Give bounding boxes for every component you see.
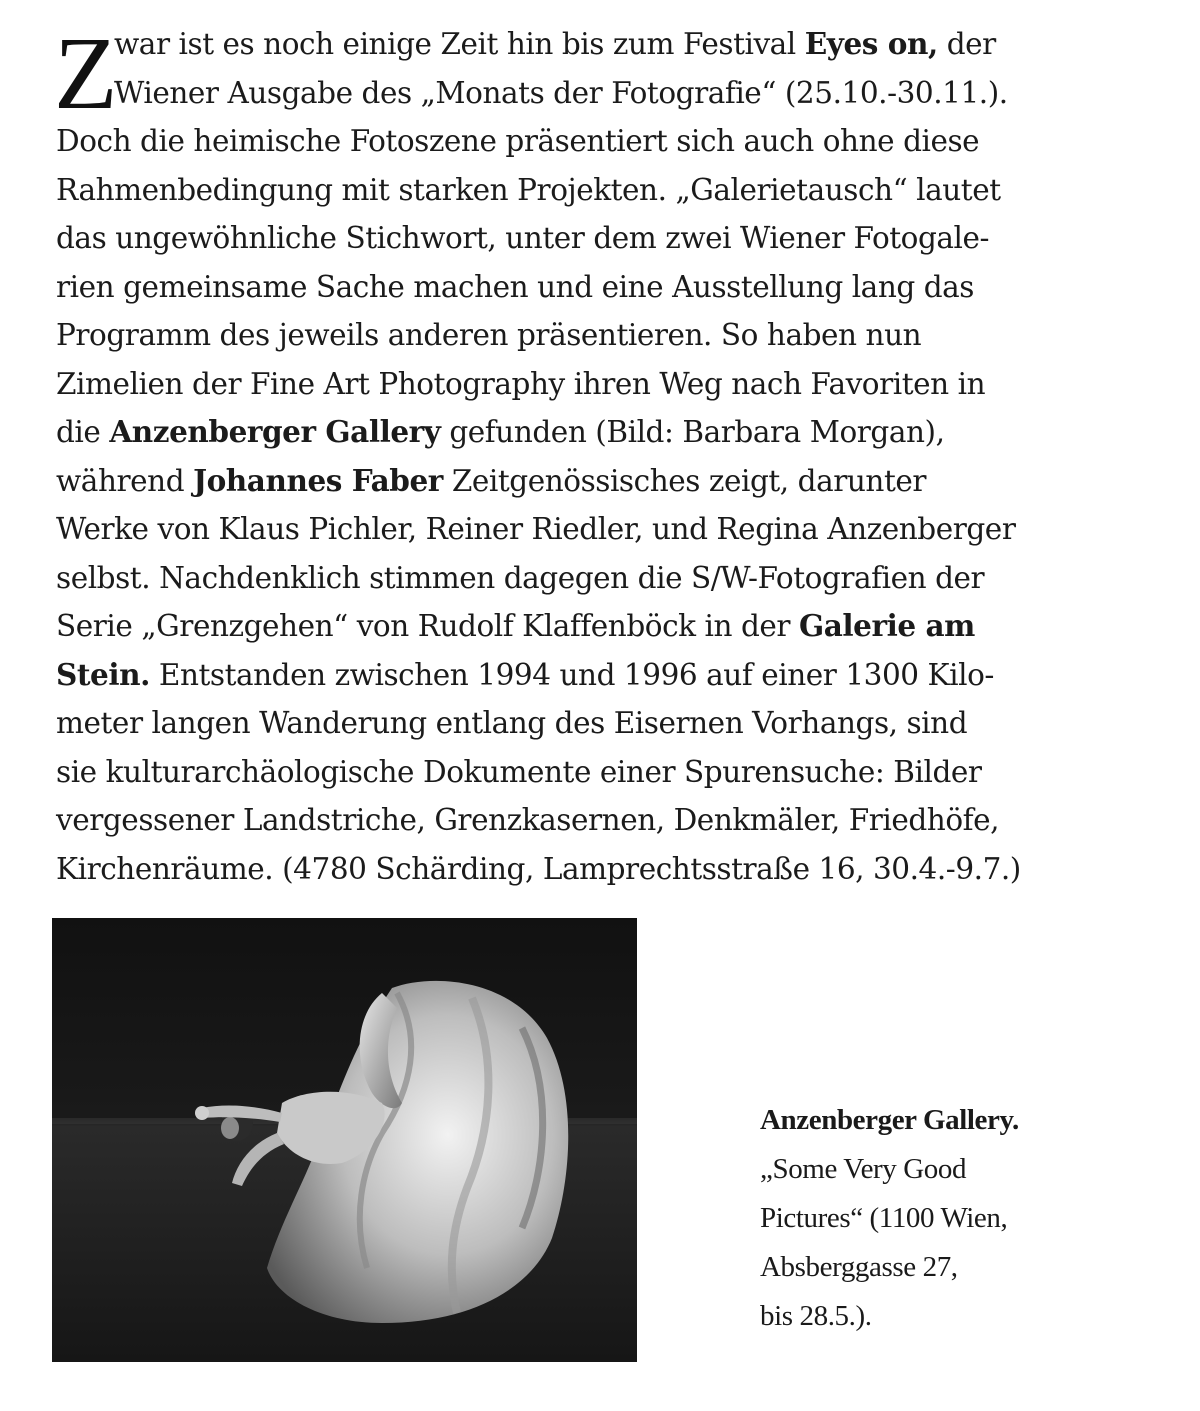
article-line [56,214,1156,263]
article-line [56,651,1156,700]
text-run: Werke von Klaus Pichler, Reiner Riedler, und Regina Anzenberger [56,512,1016,546]
text-run: Programm des jeweils anderen präsentieren. So haben nun [56,318,922,352]
text-run: vergessener Landstriche, Grenzkasernen, Denkmäler, Friedhöfe, [56,803,1000,837]
text-run: das ungewöhnliche Stichwort, unter dem zwei Wiener Fotogale- [56,221,990,255]
bold-term: Johannes Faber [193,462,443,498]
article-line [56,69,1156,118]
article-line [56,20,1156,69]
article-line [56,796,1156,845]
article-line [56,699,1156,748]
caption-line: „Some Very Good [760,1153,967,1185]
article-line [56,311,1156,360]
dancer-photo [52,918,637,1362]
caption-line: Pictures“ (1100 Wien, [760,1202,1008,1234]
text-run: Doch die heimische Fotoszene präsentiert sich auch ohne diese [56,124,980,158]
text-run: meter langen Wanderung entlang des Eisernen Vorhangs, sind [56,706,968,740]
article-line [56,166,1156,215]
photo-caption [760,1096,1160,1341]
bold-term: Stein. [56,656,150,692]
text-run: während [56,463,194,498]
caption-title: Anzenberger Gallery. [760,1104,1019,1136]
bold-term: Anzenberger Gallery [109,414,441,449]
caption-line: Absberggasse 27, [760,1251,958,1283]
bold-term: Galerie am [799,608,975,643]
article-body [54,16,1156,893]
article-text [54,16,1156,893]
article-line [56,554,1156,603]
text-run: Rahmenbedingung mit starken Projekten. „Galerietausch“ lautet [56,172,1001,207]
text-run: Zeitgenössisches zeigt, darunter [442,463,927,498]
bold-term: Eyes on, [804,26,938,61]
text-run: war ist es noch einige Zeit hin bis zum Festival [114,27,805,61]
text-run: rien gemeinsame Sache machen und eine Ausstellung lang das [56,269,974,304]
article-line [56,408,1156,457]
drop-cap: Z [54,16,118,131]
text-run: Zimelien der Fine Art Photography ihren Weg nach Favoriten in [56,366,986,401]
text-run: Serie „Grenzgehen“ von Rudolf Klaffenböck in der [56,609,799,643]
text-run: gefunden (Bild: Barbara Morgan), [440,415,945,449]
article-line [56,457,1156,506]
caption-line: bis 28.5.). [760,1300,872,1332]
text-run: der [937,27,996,61]
text-run: Kirchenräume. (4780 Schärding, Lamprechtsstraße 16, 30.4.-9.7.) [56,851,1021,886]
article-line [56,360,1156,409]
text-run: Wiener Ausgabe des „Monats der Fotografie“ (25.10.-30.11.). [114,75,1008,110]
article-line [56,845,1156,894]
text-run: Entstanden zwischen 1994 und 1996 auf einer 1300 Kilo- [149,657,994,692]
text-run: sie kulturarchäologische Dokumente einer Spurensuche: Bilder [56,754,982,789]
text-run: selbst. Nachdenklich stimmen dagegen die S/W-Fotografien der [56,560,985,595]
article-line [56,117,1156,166]
article-line [56,748,1156,797]
text-run: die [56,415,110,449]
article-line [56,602,1156,651]
article-line [56,263,1156,312]
article-line [56,505,1156,554]
